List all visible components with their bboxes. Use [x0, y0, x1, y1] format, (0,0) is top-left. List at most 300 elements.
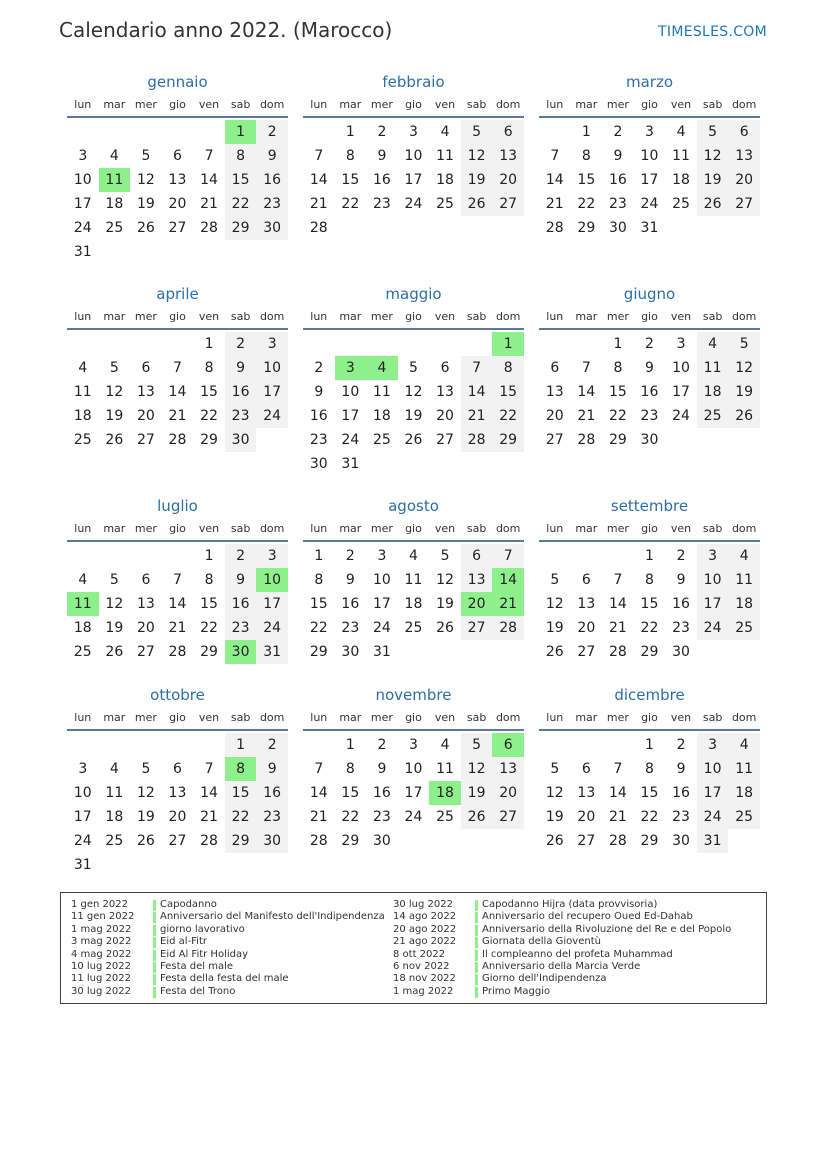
- weekend-day-cell[interactable]: 10: [256, 356, 288, 380]
- day-cell[interactable]: 23: [672, 809, 690, 825]
- day-cell[interactable]: 11: [436, 761, 454, 777]
- day-cell[interactable]: 9: [613, 148, 623, 164]
- day-cell[interactable]: 29: [577, 220, 596, 236]
- day-cell[interactable]: 30: [672, 833, 690, 849]
- day-cell[interactable]: 19: [136, 809, 155, 825]
- weekend-day-cell[interactable]: 10: [697, 568, 729, 592]
- day-cell[interactable]: 30: [640, 432, 659, 448]
- day-cell[interactable]: 5: [440, 548, 450, 564]
- day-cell[interactable]: 25: [105, 220, 124, 236]
- weekend-day-cell[interactable]: 30: [256, 216, 288, 240]
- day-cell[interactable]: 30: [608, 220, 627, 236]
- weekend-day-cell[interactable]: 19: [461, 781, 493, 805]
- day-cell[interactable]: 10: [672, 360, 690, 376]
- day-cell[interactable]: 30: [672, 644, 690, 660]
- day-cell[interactable]: 8: [645, 572, 654, 588]
- weekend-day-cell[interactable]: 3: [256, 544, 288, 568]
- day-cell[interactable]: 22: [200, 620, 218, 636]
- day-cell[interactable]: 4: [109, 148, 119, 164]
- day-cell[interactable]: 23: [608, 196, 627, 212]
- day-cell[interactable]: 11: [404, 572, 423, 588]
- day-cell[interactable]: 26: [136, 833, 155, 849]
- day-cell[interactable]: 3: [78, 761, 88, 777]
- holiday-day-cell[interactable]: 1: [225, 120, 257, 144]
- day-cell[interactable]: 15: [608, 384, 627, 400]
- day-cell[interactable]: 31: [73, 857, 92, 873]
- weekend-day-cell[interactable]: 25: [697, 404, 729, 428]
- day-cell[interactable]: 31: [640, 220, 659, 236]
- day-cell[interactable]: 25: [436, 809, 454, 825]
- day-cell[interactable]: 20: [436, 408, 454, 424]
- weekend-day-cell[interactable]: 25: [728, 616, 760, 640]
- day-cell[interactable]: 12: [136, 785, 155, 801]
- weekend-day-cell[interactable]: 29: [225, 829, 257, 853]
- day-cell[interactable]: 11: [436, 148, 454, 164]
- weekend-day-cell[interactable]: 17: [697, 592, 729, 616]
- day-cell[interactable]: 15: [200, 596, 218, 612]
- day-cell[interactable]: 13: [436, 384, 454, 400]
- day-cell[interactable]: 30: [309, 456, 328, 472]
- day-cell[interactable]: 13: [545, 384, 564, 400]
- day-cell[interactable]: 21: [577, 408, 596, 424]
- weekend-day-cell[interactable]: 24: [256, 404, 288, 428]
- day-cell[interactable]: 23: [372, 809, 391, 825]
- day-cell[interactable]: 3: [645, 124, 654, 140]
- weekend-day-cell[interactable]: 5: [461, 733, 493, 757]
- day-cell[interactable]: 21: [168, 620, 187, 636]
- day-cell[interactable]: 1: [613, 336, 623, 352]
- day-cell[interactable]: 8: [345, 148, 355, 164]
- day-cell[interactable]: 31: [73, 244, 92, 260]
- day-cell[interactable]: 27: [136, 432, 155, 448]
- weekend-day-cell[interactable]: 15: [225, 168, 257, 192]
- weekend-day-cell[interactable]: 22: [492, 404, 524, 428]
- weekend-day-cell[interactable]: 31: [256, 640, 288, 664]
- day-cell[interactable]: 18: [404, 596, 423, 612]
- day-cell[interactable]: 12: [404, 384, 423, 400]
- weekend-day-cell[interactable]: 17: [256, 592, 288, 616]
- day-cell[interactable]: 12: [105, 384, 124, 400]
- day-cell[interactable]: 18: [436, 172, 454, 188]
- day-cell[interactable]: 24: [640, 196, 659, 212]
- weekend-day-cell[interactable]: 3: [697, 733, 729, 757]
- weekend-day-cell[interactable]: 29: [492, 428, 524, 452]
- day-cell[interactable]: 18: [73, 408, 92, 424]
- day-cell[interactable]: 21: [200, 196, 218, 212]
- day-cell[interactable]: 27: [136, 644, 155, 660]
- day-cell[interactable]: 27: [436, 432, 454, 448]
- weekend-day-cell[interactable]: 11: [728, 757, 760, 781]
- day-cell[interactable]: 29: [608, 432, 627, 448]
- weekend-day-cell[interactable]: 3: [697, 544, 729, 568]
- holiday-day-cell[interactable]: 21: [492, 592, 524, 616]
- day-cell[interactable]: 14: [577, 384, 596, 400]
- day-cell[interactable]: 22: [577, 196, 596, 212]
- day-cell[interactable]: 10: [372, 572, 391, 588]
- day-cell[interactable]: 2: [377, 737, 387, 753]
- day-cell[interactable]: 26: [545, 644, 564, 660]
- day-cell[interactable]: 4: [440, 737, 450, 753]
- day-cell[interactable]: 25: [372, 432, 391, 448]
- weekend-day-cell[interactable]: 4: [728, 733, 760, 757]
- day-cell[interactable]: 7: [314, 148, 324, 164]
- day-cell[interactable]: 8: [345, 761, 355, 777]
- day-cell[interactable]: 17: [404, 785, 423, 801]
- day-cell[interactable]: 10: [73, 172, 92, 188]
- day-cell[interactable]: 27: [168, 833, 187, 849]
- day-cell[interactable]: 21: [608, 809, 627, 825]
- day-cell[interactable]: 26: [105, 432, 124, 448]
- day-cell[interactable]: 26: [545, 833, 564, 849]
- day-cell[interactable]: 18: [105, 809, 124, 825]
- day-cell[interactable]: 21: [200, 809, 218, 825]
- day-cell[interactable]: 2: [613, 124, 623, 140]
- day-cell[interactable]: 30: [372, 833, 391, 849]
- day-cell[interactable]: 22: [309, 620, 328, 636]
- day-cell[interactable]: 9: [645, 360, 654, 376]
- day-cell[interactable]: 1: [345, 124, 355, 140]
- day-cell[interactable]: 28: [168, 432, 187, 448]
- day-cell[interactable]: 14: [545, 172, 564, 188]
- weekend-day-cell[interactable]: 12: [461, 757, 493, 781]
- day-cell[interactable]: 23: [640, 408, 659, 424]
- day-cell[interactable]: 15: [640, 785, 659, 801]
- day-cell[interactable]: 28: [309, 220, 328, 236]
- day-cell[interactable]: 19: [545, 620, 564, 636]
- day-cell[interactable]: 1: [204, 336, 214, 352]
- weekend-day-cell[interactable]: 23: [225, 404, 257, 428]
- day-cell[interactable]: 12: [136, 172, 155, 188]
- weekend-day-cell[interactable]: 13: [492, 144, 524, 168]
- day-cell[interactable]: 28: [545, 220, 564, 236]
- weekend-day-cell[interactable]: 20: [492, 168, 524, 192]
- day-cell[interactable]: 22: [341, 809, 360, 825]
- weekend-day-cell[interactable]: 21: [461, 404, 493, 428]
- day-cell[interactable]: 14: [168, 384, 187, 400]
- weekend-day-cell[interactable]: 26: [697, 192, 729, 216]
- day-cell[interactable]: 4: [676, 124, 686, 140]
- weekend-day-cell[interactable]: 4: [728, 544, 760, 568]
- weekend-day-cell[interactable]: 30: [225, 428, 257, 452]
- day-cell[interactable]: 24: [341, 432, 360, 448]
- day-cell[interactable]: 23: [341, 620, 360, 636]
- day-cell[interactable]: 8: [204, 360, 214, 376]
- day-cell[interactable]: 11: [672, 148, 690, 164]
- day-cell[interactable]: 28: [200, 833, 218, 849]
- day-cell[interactable]: 7: [581, 360, 591, 376]
- day-cell[interactable]: 15: [200, 384, 218, 400]
- day-cell[interactable]: 16: [672, 596, 690, 612]
- day-cell[interactable]: 13: [136, 596, 155, 612]
- day-cell[interactable]: 16: [608, 172, 627, 188]
- weekend-day-cell[interactable]: 25: [728, 805, 760, 829]
- day-cell[interactable]: 8: [314, 572, 324, 588]
- weekend-day-cell[interactable]: 16: [225, 380, 257, 404]
- weekend-day-cell[interactable]: 5: [461, 120, 493, 144]
- day-cell[interactable]: 3: [676, 336, 686, 352]
- day-cell[interactable]: 25: [404, 620, 423, 636]
- day-cell[interactable]: 31: [372, 644, 391, 660]
- day-cell[interactable]: 13: [136, 384, 155, 400]
- day-cell[interactable]: 15: [309, 596, 328, 612]
- weekend-day-cell[interactable]: 30: [256, 829, 288, 853]
- day-cell[interactable]: 6: [440, 360, 450, 376]
- day-cell[interactable]: 15: [577, 172, 596, 188]
- day-cell[interactable]: 23: [672, 620, 690, 636]
- day-cell[interactable]: 28: [200, 220, 218, 236]
- day-cell[interactable]: 15: [341, 172, 360, 188]
- day-cell[interactable]: 4: [78, 360, 88, 376]
- day-cell[interactable]: 7: [613, 572, 623, 588]
- day-cell[interactable]: 12: [436, 572, 454, 588]
- weekend-day-cell[interactable]: 24: [256, 616, 288, 640]
- day-cell[interactable]: 1: [345, 737, 355, 753]
- day-cell[interactable]: 4: [409, 548, 418, 564]
- day-cell[interactable]: 29: [200, 644, 218, 660]
- weekend-day-cell[interactable]: 12: [697, 144, 729, 168]
- day-cell[interactable]: 22: [640, 620, 659, 636]
- day-cell[interactable]: 29: [200, 432, 218, 448]
- day-cell[interactable]: 25: [73, 432, 92, 448]
- day-cell[interactable]: 2: [377, 124, 387, 140]
- day-cell[interactable]: 26: [105, 644, 124, 660]
- holiday-day-cell[interactable]: 3: [335, 356, 367, 380]
- day-cell[interactable]: 29: [640, 833, 659, 849]
- day-cell[interactable]: 20: [545, 408, 564, 424]
- day-cell[interactable]: 6: [173, 148, 182, 164]
- weekend-day-cell[interactable]: 17: [697, 781, 729, 805]
- day-cell[interactable]: 7: [550, 148, 560, 164]
- weekend-day-cell[interactable]: 27: [461, 616, 493, 640]
- day-cell[interactable]: 7: [314, 761, 324, 777]
- day-cell[interactable]: 26: [136, 220, 155, 236]
- weekend-day-cell[interactable]: 3: [256, 332, 288, 356]
- day-cell[interactable]: 2: [345, 548, 355, 564]
- weekend-day-cell[interactable]: 18: [728, 781, 760, 805]
- day-cell[interactable]: 3: [377, 548, 387, 564]
- day-cell[interactable]: 21: [545, 196, 564, 212]
- weekend-day-cell[interactable]: 13: [728, 144, 760, 168]
- weekend-day-cell[interactable]: 2: [256, 120, 288, 144]
- day-cell[interactable]: 17: [73, 196, 92, 212]
- day-cell[interactable]: 19: [436, 596, 454, 612]
- weekend-day-cell[interactable]: 4: [697, 332, 729, 356]
- day-cell[interactable]: 3: [409, 124, 418, 140]
- weekend-day-cell[interactable]: 28: [492, 616, 524, 640]
- day-cell[interactable]: 8: [613, 360, 623, 376]
- day-cell[interactable]: 24: [672, 408, 690, 424]
- weekend-day-cell[interactable]: 18: [728, 592, 760, 616]
- day-cell[interactable]: 14: [608, 785, 627, 801]
- day-cell[interactable]: 21: [168, 408, 187, 424]
- day-cell[interactable]: 27: [545, 432, 564, 448]
- weekend-day-cell[interactable]: 9: [256, 144, 288, 168]
- day-cell[interactable]: 5: [550, 761, 560, 777]
- day-cell[interactable]: 5: [141, 148, 151, 164]
- holiday-day-cell[interactable]: 6: [492, 733, 524, 757]
- weekend-day-cell[interactable]: 2: [225, 544, 257, 568]
- day-cell[interactable]: 10: [341, 384, 360, 400]
- day-cell[interactable]: 18: [105, 196, 124, 212]
- day-cell[interactable]: 28: [309, 833, 328, 849]
- day-cell[interactable]: 5: [550, 572, 560, 588]
- day-cell[interactable]: 7: [173, 572, 182, 588]
- day-cell[interactable]: 23: [309, 432, 328, 448]
- day-cell[interactable]: 7: [204, 761, 214, 777]
- holiday-day-cell[interactable]: 11: [99, 168, 131, 192]
- day-cell[interactable]: 5: [109, 360, 119, 376]
- weekend-day-cell[interactable]: 12: [728, 356, 760, 380]
- day-cell[interactable]: 3: [409, 737, 418, 753]
- day-cell[interactable]: 30: [341, 644, 360, 660]
- weekend-day-cell[interactable]: 2: [256, 733, 288, 757]
- holiday-day-cell[interactable]: 4: [366, 356, 398, 380]
- day-cell[interactable]: 27: [168, 220, 187, 236]
- weekend-day-cell[interactable]: 15: [225, 781, 257, 805]
- day-cell[interactable]: 7: [173, 360, 182, 376]
- day-cell[interactable]: 17: [73, 809, 92, 825]
- day-cell[interactable]: 4: [78, 572, 88, 588]
- day-cell[interactable]: 11: [105, 785, 124, 801]
- day-cell[interactable]: 1: [581, 124, 591, 140]
- day-cell[interactable]: 2: [676, 548, 686, 564]
- day-cell[interactable]: 4: [440, 124, 450, 140]
- weekend-day-cell[interactable]: 26: [728, 404, 760, 428]
- day-cell[interactable]: 20: [136, 620, 155, 636]
- day-cell[interactable]: 10: [404, 761, 423, 777]
- weekend-day-cell[interactable]: 6: [728, 120, 760, 144]
- weekend-day-cell[interactable]: 2: [225, 332, 257, 356]
- weekend-day-cell[interactable]: 20: [728, 168, 760, 192]
- brand-link[interactable]: TIMESLES.COM: [658, 24, 767, 40]
- day-cell[interactable]: 18: [372, 408, 391, 424]
- day-cell[interactable]: 6: [550, 360, 560, 376]
- day-cell[interactable]: 2: [314, 360, 324, 376]
- holiday-day-cell[interactable]: 20: [461, 592, 493, 616]
- holiday-day-cell[interactable]: 10: [256, 568, 288, 592]
- day-cell[interactable]: 18: [672, 172, 690, 188]
- day-cell[interactable]: 25: [73, 644, 92, 660]
- weekend-day-cell[interactable]: 13: [461, 568, 493, 592]
- day-cell[interactable]: 15: [341, 785, 360, 801]
- day-cell[interactable]: 5: [409, 360, 418, 376]
- day-cell[interactable]: 20: [168, 809, 187, 825]
- weekend-day-cell[interactable]: 16: [256, 168, 288, 192]
- day-cell[interactable]: 19: [404, 408, 423, 424]
- weekend-day-cell[interactable]: 19: [697, 168, 729, 192]
- weekend-day-cell[interactable]: 27: [492, 805, 524, 829]
- day-cell[interactable]: 17: [404, 172, 423, 188]
- day-cell[interactable]: 8: [581, 148, 591, 164]
- day-cell[interactable]: 1: [645, 737, 654, 753]
- day-cell[interactable]: 14: [309, 172, 328, 188]
- weekend-day-cell[interactable]: 16: [256, 781, 288, 805]
- weekend-day-cell[interactable]: 7: [492, 544, 524, 568]
- day-cell[interactable]: 3: [78, 148, 88, 164]
- day-cell[interactable]: 15: [640, 596, 659, 612]
- day-cell[interactable]: 14: [200, 785, 218, 801]
- day-cell[interactable]: 9: [314, 384, 324, 400]
- day-cell[interactable]: 12: [545, 596, 564, 612]
- day-cell[interactable]: 27: [577, 644, 596, 660]
- day-cell[interactable]: 5: [141, 761, 151, 777]
- day-cell[interactable]: 26: [404, 432, 423, 448]
- weekend-day-cell[interactable]: 24: [697, 805, 729, 829]
- day-cell[interactable]: 16: [341, 596, 360, 612]
- day-cell[interactable]: 19: [105, 620, 124, 636]
- day-cell[interactable]: 16: [372, 785, 391, 801]
- holiday-day-cell[interactable]: 18: [429, 781, 461, 805]
- weekend-day-cell[interactable]: 14: [461, 380, 493, 404]
- weekend-day-cell[interactable]: 11: [728, 568, 760, 592]
- day-cell[interactable]: 24: [372, 620, 391, 636]
- day-cell[interactable]: 11: [73, 384, 92, 400]
- day-cell[interactable]: 24: [404, 196, 423, 212]
- weekend-day-cell[interactable]: 15: [492, 380, 524, 404]
- day-cell[interactable]: 2: [645, 336, 654, 352]
- day-cell[interactable]: 22: [200, 408, 218, 424]
- day-cell[interactable]: 19: [136, 196, 155, 212]
- weekend-day-cell[interactable]: 19: [461, 168, 493, 192]
- day-cell[interactable]: 17: [341, 408, 360, 424]
- weekend-day-cell[interactable]: 5: [728, 332, 760, 356]
- day-cell[interactable]: 21: [608, 620, 627, 636]
- day-cell[interactable]: 6: [581, 572, 591, 588]
- day-cell[interactable]: 14: [200, 172, 218, 188]
- day-cell[interactable]: 16: [640, 384, 659, 400]
- weekend-day-cell[interactable]: 9: [225, 568, 257, 592]
- day-cell[interactable]: 13: [168, 785, 187, 801]
- day-cell[interactable]: 28: [608, 833, 627, 849]
- day-cell[interactable]: 17: [672, 384, 690, 400]
- weekend-day-cell[interactable]: 22: [225, 192, 257, 216]
- day-cell[interactable]: 9: [345, 572, 355, 588]
- day-cell[interactable]: 20: [136, 408, 155, 424]
- weekend-day-cell[interactable]: 16: [225, 592, 257, 616]
- day-cell[interactable]: 6: [141, 360, 151, 376]
- day-cell[interactable]: 13: [577, 785, 596, 801]
- day-cell[interactable]: 5: [109, 572, 119, 588]
- day-cell[interactable]: 29: [309, 644, 328, 660]
- day-cell[interactable]: 6: [141, 572, 151, 588]
- holiday-day-cell[interactable]: 11: [67, 592, 99, 616]
- weekend-day-cell[interactable]: 7: [461, 356, 493, 380]
- day-cell[interactable]: 20: [168, 196, 187, 212]
- day-cell[interactable]: 19: [105, 408, 124, 424]
- day-cell[interactable]: 16: [672, 785, 690, 801]
- day-cell[interactable]: 6: [173, 761, 182, 777]
- weekend-day-cell[interactable]: 23: [256, 192, 288, 216]
- weekend-day-cell[interactable]: 13: [492, 757, 524, 781]
- day-cell[interactable]: 26: [436, 620, 454, 636]
- day-cell[interactable]: 22: [608, 408, 627, 424]
- weekend-day-cell[interactable]: 29: [225, 216, 257, 240]
- day-cell[interactable]: 21: [309, 196, 328, 212]
- day-cell[interactable]: 1: [645, 548, 654, 564]
- day-cell[interactable]: 28: [168, 644, 187, 660]
- weekend-day-cell[interactable]: 6: [492, 120, 524, 144]
- day-cell[interactable]: 12: [545, 785, 564, 801]
- day-cell[interactable]: 25: [436, 196, 454, 212]
- holiday-day-cell[interactable]: 30: [225, 640, 257, 664]
- day-cell[interactable]: 10: [73, 785, 92, 801]
- day-cell[interactable]: 17: [372, 596, 391, 612]
- weekend-day-cell[interactable]: 27: [728, 192, 760, 216]
- weekend-day-cell[interactable]: 1: [225, 733, 257, 757]
- day-cell[interactable]: 16: [309, 408, 328, 424]
- weekend-day-cell[interactable]: 18: [697, 380, 729, 404]
- day-cell[interactable]: 12: [105, 596, 124, 612]
